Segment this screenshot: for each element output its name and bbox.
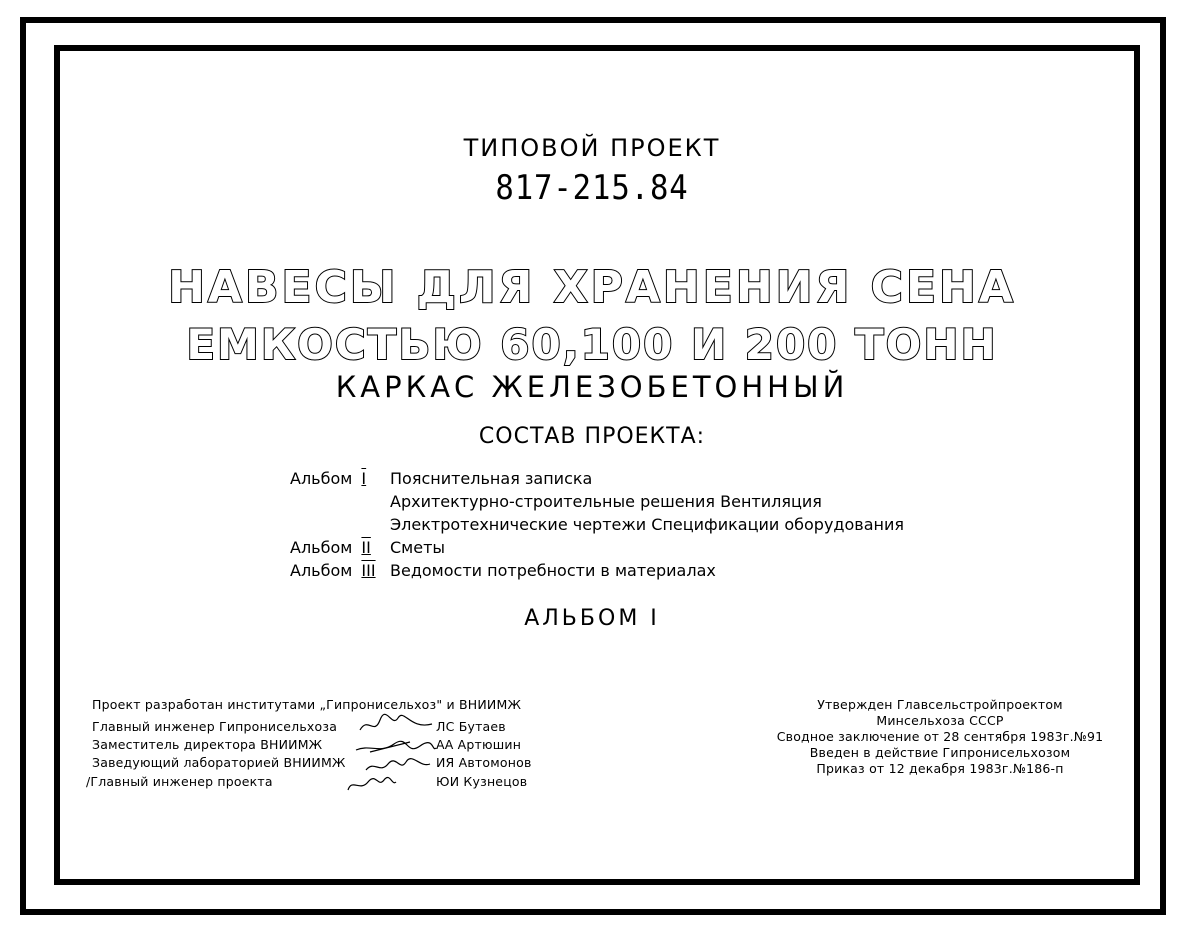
current-album: АЛЬБОМ I (524, 606, 660, 631)
album-1-line-2: Архитектурно-строительные решения Вентиляция (390, 492, 822, 511)
developer-name-3: ИЯ Автомонов (436, 755, 532, 770)
developer-name-2: АА Артюшин (436, 737, 522, 752)
title-line-3: КАРКАС ЖЕЛЕЗОБЕТОННЫЙ (335, 370, 849, 404)
composition-heading: СОСТАВ ПРОЕКТА: (478, 424, 706, 449)
developer-role-4: /Главный инженер проекта (86, 774, 273, 789)
signature-2 (356, 741, 436, 752)
approval-line-5: Приказ от 12 декабря 1983г.№186-п (816, 761, 1064, 776)
approval-line-3: Сводное заключение от 28 сентября 1983г.№91 (776, 729, 1104, 744)
album-1-line-1: Пояснительная записка (390, 469, 593, 488)
album-2-label (290, 538, 375, 557)
developer-role-2: Заместитель директора ВНИИМЖ (92, 737, 323, 752)
developer-name-4: ЮИ Кузнецов (436, 774, 528, 789)
title-line-1: НАВЕСЫ ДЛЯ ХРАНЕНИЯ СЕНА (168, 262, 1016, 313)
signature-1 (360, 714, 432, 730)
approval-line-1: Утвержден Главсельстройпроектом (817, 697, 1063, 712)
title-line-2: ЕМКОСТЬЮ 60,100 И 200 ТОНН (186, 320, 998, 369)
album-numeral: II (361, 538, 371, 557)
album-label-text: Альбом (290, 561, 353, 580)
signatures-graphic (340, 708, 440, 798)
album-3-line-1: Ведомости потребности в материалах (390, 561, 716, 580)
album-2-line-1: Сметы (390, 538, 446, 557)
album-1-label (290, 469, 370, 488)
album-numeral: I (361, 469, 367, 488)
album-label-text: Альбом (290, 538, 353, 557)
approval-line-2: Минсельхоза СССР (876, 713, 1004, 728)
approval-line-4: Введен в действие Гипронисельхозом (809, 745, 1071, 760)
project-number: 817-215.84 (495, 168, 689, 208)
album-label-text: Альбом (290, 469, 353, 488)
type-label: ТИПОВОЙ ПРОЕКТ (463, 134, 721, 162)
developer-name-1: ЛС Бутаев (436, 719, 506, 734)
developers-heading: Проект разработан институтами „Гипронисельхоз" и ВНИИМЖ (92, 697, 522, 712)
developer-role-1: Главный инженер Гипронисельхоза (92, 719, 338, 734)
signature-4 (348, 777, 396, 790)
album-3-label (290, 561, 380, 580)
signature-3 (366, 759, 430, 770)
album-1-line-3: Электротехнические чертежи Спецификации оборудования (390, 515, 904, 534)
developer-role-3: Заведующий лабораторией ВНИИМЖ (92, 755, 346, 770)
album-numeral: III (361, 561, 376, 580)
